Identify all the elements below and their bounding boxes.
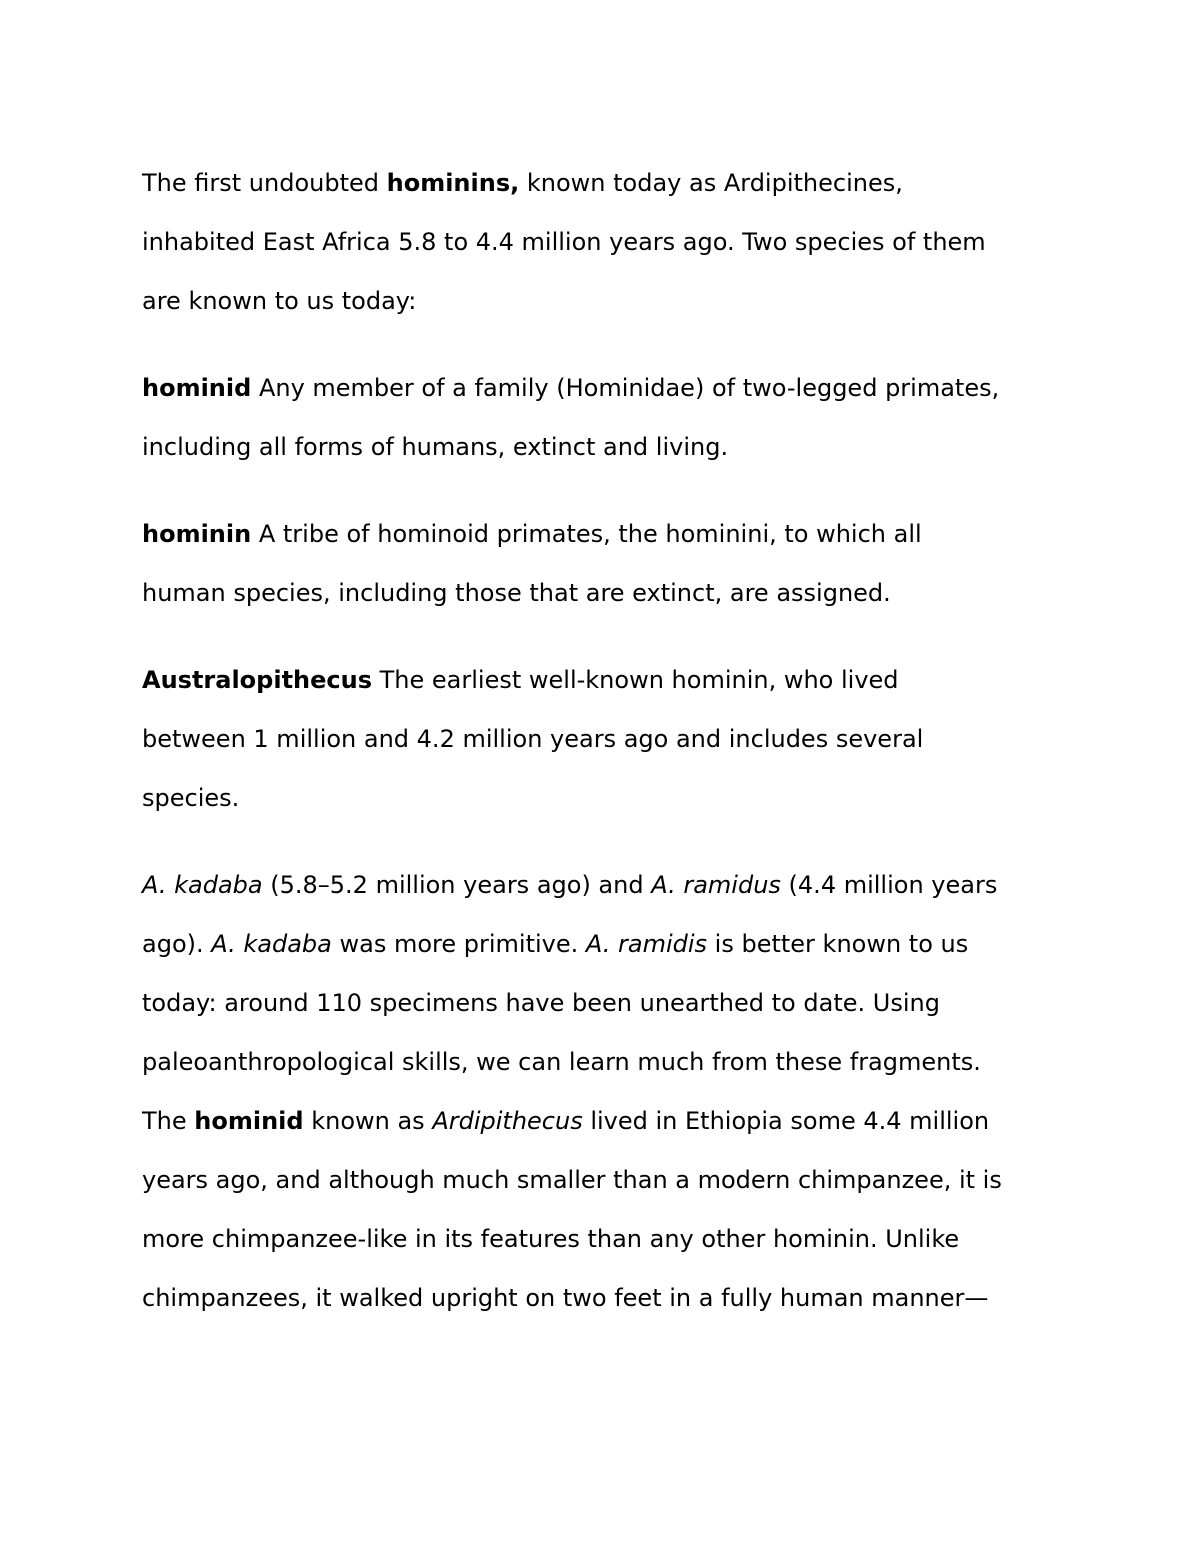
definition-term: hominin bbox=[142, 520, 252, 548]
intro-line-1: The first undoubted hominins, known today as Ardipithecines, bbox=[142, 169, 903, 197]
definition-australopithecus: Australopithecus The earliest well-known hominin, who lived between 1 million and 4.2 million years ago and includes several species. bbox=[142, 666, 924, 812]
intro-line-3: are known to us today: bbox=[142, 287, 417, 315]
body-paragraph: A. kadaba (5.8–5.2 million years ago) and A. ramidus (4.4 million years ago). A. kadaba was more primitive. A. ramidis is better known to us today: around 110 specimens have been unearthed to date. Using paleoanthropological skills, we can learn much from these fragments. The hominid known as Ardipithecus lived in Ethiopia some 4.4 million years ago, and although much smaller than a modern chimpanzee, it is more chimpanzee-like in its features than any other hominin. Unlike chimpanzees, it walked upright on two feet in a fully human manner— bbox=[142, 871, 1002, 1312]
definition-hominin: hominin A tribe of hominoid primates, the hominini, to which all human species, including those that are extinct, are assigned. bbox=[142, 520, 922, 607]
definition-term: hominid bbox=[142, 374, 252, 402]
definition-term: Australopithecus bbox=[142, 666, 373, 694]
document-page bbox=[142, 154, 1082, 1328]
term-hominins: hominins, bbox=[386, 169, 520, 197]
intro-paragraph bbox=[142, 154, 1082, 331]
definition-hominid: hominid Any member of a family (Hominidae) of two-legged primates, including all forms of humans, extinct and living. bbox=[142, 374, 1000, 461]
intro-line-2: inhabited East Africa 5.8 to 4.4 million years ago. Two species of them bbox=[142, 228, 986, 256]
